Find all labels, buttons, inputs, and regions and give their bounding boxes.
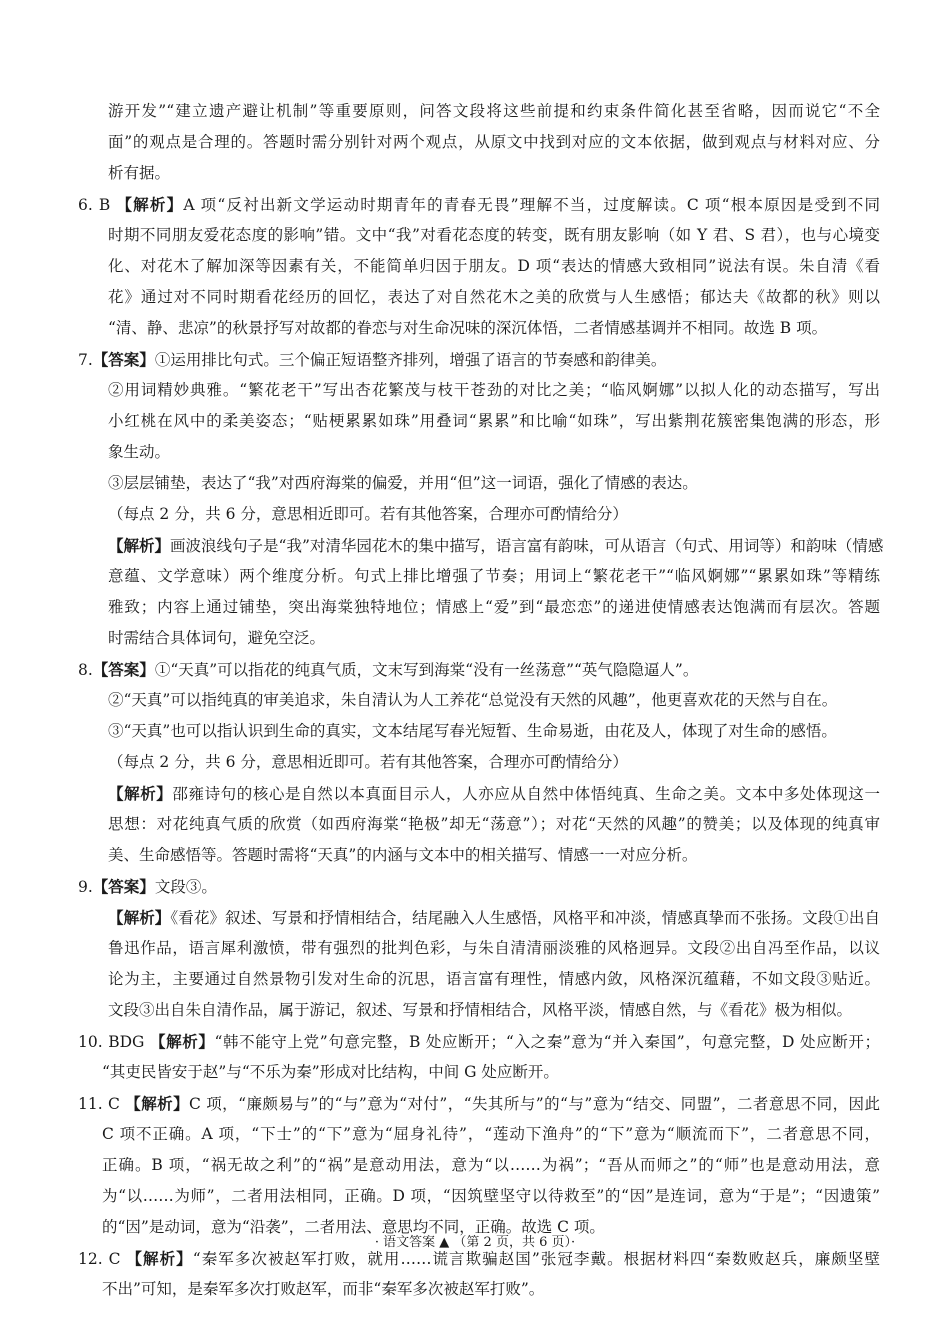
text-segment: 论为主，主要通过自然景物引发对生命的沉思，语言富有理性，情感内敛，风格深沉蕴藉，不如文段③贴近。: [108, 970, 880, 988]
text-segment: 意蕴、文学意味）两个维度分析。句式上排比增强了节奏；用词上“繁花老干”“临风婀娜”“累累如珠”等精练: [108, 567, 880, 585]
text-segment: 邵雍诗句的核心是自然以本真面目示人，人亦应从自然中体悟纯真、生命之美。文本中多处体现这一: [172, 785, 880, 803]
answer-block-q11: [78, 1088, 880, 1243]
text-segment: 6. B: [78, 196, 117, 214]
text-segment: 10. BDG: [78, 1033, 150, 1051]
section-marker: 【解析】: [108, 784, 173, 803]
text-line: [78, 437, 880, 468]
answer-block-q9: [78, 871, 880, 1026]
text-segment: C 项，“廉颇易与”的“与”意为“对付”，“失其所与”的“与”意为“结交、同盟”，二者意思不同，因此: [189, 1095, 880, 1113]
section-marker: 【解析】: [149, 1032, 215, 1051]
text-segment: 8.: [78, 661, 93, 679]
answer-content: [78, 96, 884, 1305]
text-line: [78, 933, 880, 964]
text-line: [78, 530, 884, 561]
text-line: [78, 1057, 880, 1088]
section-marker: 【解析】: [126, 1249, 193, 1268]
text-line: [78, 1119, 880, 1150]
text-segment: “秦军多次被赵军打败，就用……谎言欺骗赵国”张冠李戴。根据材料四“秦数败赵兵，廉颇坚壁: [192, 1250, 880, 1268]
text-segment: 游开发”“建立遗产避让机制”等重要原则，问答文段将这些前提和约束条件简化甚至省略，因而说它“不全: [108, 102, 880, 120]
text-segment: 12. C: [78, 1250, 127, 1268]
text-segment: 花》通过对不同时期看花经历的回忆，表达了对自然花木之美的欣赏与人生感悟；郁达夫《故都的秋》则以: [108, 288, 880, 306]
text-line: [78, 251, 880, 282]
text-line: [78, 716, 880, 747]
text-segment: 文段③。: [154, 878, 217, 896]
text-segment: 思想：对花纯真气质的欣赏（如西府海棠“艳极”却无“荡意”）；对花“天然的风趣”的赞美；以及体现的纯真审: [108, 815, 880, 833]
text-line: [78, 809, 880, 840]
text-segment: 时期不同朋友爱花态度的影响”错。文中“我”对看花态度的转变，既有朋友影响（如 Y 君、S 君），也与心境变: [108, 226, 880, 244]
text-segment: 时需结合具体词句，避免空泛。: [108, 629, 326, 647]
text-line: [78, 964, 880, 995]
answer-block-q8: [78, 654, 880, 871]
text-segment: “清、静、悲凉”的秋景抒写对故都的眷恋与对生命况味的深沉体悟，二者情感基调并不相同。故选 B 项。: [108, 319, 828, 337]
text-line: [78, 282, 880, 313]
text-segment: C 项不正确。A 项，“下士”的“下”意为“屈身礼待”，“莲动下渔舟”的“下”意为“顺流而下”，二者意思不同，: [102, 1125, 880, 1143]
text-segment: ①“天真”可以指花的纯真气质，文末写到海棠“没有一丝荡意”“英气隐隐逼人”。: [154, 661, 699, 679]
text-segment: 7.: [78, 351, 93, 369]
text-line: [78, 561, 880, 592]
text-line: [78, 592, 880, 623]
text-segment: 的“因”是动词，意为“沿袭”，二者用法、意思均不同，正确。故选 C 项。: [102, 1218, 605, 1236]
section-marker: 【解析】: [108, 908, 171, 927]
text-line: [78, 902, 880, 933]
text-line: [78, 406, 880, 437]
text-line: [78, 840, 880, 871]
text-line: [78, 96, 880, 127]
section-marker: 【答案】: [92, 350, 155, 369]
page-footer: · 语文答案 ▲ （第 2 页，共 6 页）·: [374, 1235, 576, 1250]
text-segment: 鲁迅作品，语言犀利激愤，带有强烈的批判色彩，与朱自清清丽淡雅的风格迥异。文段②出自冯至作品，以议: [108, 939, 880, 957]
text-segment: ③层层铺垫，表达了“我”对西府海棠的偏爱，并用“但”这一词语，强化了情感的表达。: [108, 474, 698, 492]
text-segment: 11. C: [78, 1095, 126, 1113]
section-marker: 【答案】: [92, 660, 155, 679]
text-segment: ②用词精妙典雅。“繁花老干”写出杏花繁茂与枝干苍劲的对比之美；“临风婀娜”以拟人化的动态描写，写出: [108, 381, 880, 399]
text-line: [78, 499, 880, 530]
text-segment: ①运用排比句式。三个偏正短语整齐排列，增强了语言的节奏感和韵律美。: [154, 351, 667, 369]
text-segment: 不出”可知，是秦军多次打败赵军，而非“秦军多次被赵军打败”。: [102, 1280, 545, 1298]
text-segment: 为“以……为师”，二者用法相同，正确。D 项，“因筑壁坚守以待救至”的“因”是连词，意为“于是”；“因遗策”: [102, 1187, 880, 1205]
text-segment: （每点 2 分，共 6 分，意思相近即可。若有其他答案，合理亦可酌情给分）: [108, 753, 628, 771]
text-line: [78, 468, 880, 499]
text-segment: “韩不能守上党”句意完整，B 处应断开；“入之秦”意为“并入秦国”，句意完整，D 处应断开；: [214, 1033, 880, 1051]
text-line: [78, 685, 880, 716]
answer-block-q6: [78, 189, 880, 344]
text-line: [78, 1088, 880, 1119]
text-segment: （每点 2 分，共 6 分，意思相近即可。若有其他答案，合理亦可酌情给分）: [108, 505, 628, 523]
text-line: [78, 189, 880, 220]
text-segment: 面”的观点是合理的。答题时需分别针对两个观点，从原文中找到对应的文本依据，做到观点与材料对应、分: [108, 133, 880, 151]
text-segment: 析有据。: [108, 164, 171, 182]
text-segment: A 项“反衬出新文学运动时期青年的青春无畏”理解不当，过度解读。C 项“根本原因是受到不同: [183, 196, 880, 214]
text-segment: ③“天真”也可以指认识到生命的真实，文本结尾写春光短暂、生命易逝，由花及人，体现了对生命的感悟。: [108, 722, 837, 740]
text-segment: 《看花》叙述、写景和抒情相结合，结尾融入人生感悟，风格平和冲淡，情感真挚而不张扬。文段①出自: [170, 909, 880, 927]
text-segment: 画波浪线句子是“我”对清华园花木的集中描写，语言富有韵味，可从语言（句式、用词等）和韵味（情感: [170, 537, 884, 555]
text-segment: 正确。B 项，“祸无故之利”的“祸”是意动用法，意为“以……为祸”；“吾从而师之”的“师”也是意动用法，意: [102, 1156, 880, 1174]
text-line: [78, 623, 880, 654]
section-marker: 【解析】: [108, 536, 171, 555]
answer-block-q7: [78, 344, 884, 654]
text-segment: “其吏民皆安于赵”与“不乐为秦”形成对比结构，中间 G 处应断开。: [102, 1063, 559, 1081]
text-line: [78, 778, 880, 809]
text-line: [78, 871, 880, 902]
section-marker: 【解析】: [125, 1094, 190, 1113]
text-line: [78, 1026, 880, 1057]
text-line: [78, 158, 880, 189]
text-segment: 9.: [78, 878, 93, 896]
section-marker: 【答案】: [92, 877, 155, 896]
text-segment: ②“天真”可以指纯真的审美追求，朱自清认为人工养花“总觉没有天然的风趣”，他更喜欢花的天然与自在。: [108, 691, 838, 709]
text-line: [78, 127, 880, 158]
section-marker: 【解析】: [116, 195, 184, 214]
text-line: [78, 654, 880, 685]
text-line: [78, 995, 880, 1026]
text-line: [78, 1181, 880, 1212]
text-line: [78, 1274, 880, 1305]
answer-block-q5-cont: [78, 96, 880, 189]
text-line: [78, 747, 880, 778]
text-segment: 文段③出自朱自清作品，属于游记，叙述、写景和抒情相结合，风格平淡，情感自然，与《看花》极为相似。: [108, 1001, 853, 1019]
text-line: [78, 375, 880, 406]
answer-block-q10: [78, 1026, 880, 1088]
text-line: [78, 344, 880, 375]
text-segment: 雅致；内容上通过铺垫，突出海棠独特地位；情感上“爱”到“最恋恋”的递进使情感表达饱满而有层次。答题: [108, 598, 880, 616]
text-segment: 小红桃在风中的柔美姿态；“贴梗累累如珠”用叠词“累累”和比喻“如珠”，写出紫荆花簇密集饱满的形态，形: [108, 412, 880, 430]
text-segment: 美、生命感悟等。答题时需将“天真”的内涵与文本中的相关描写、情感一一对应分析。: [108, 846, 698, 864]
text-line: [78, 313, 880, 344]
text-segment: 象生动。: [108, 443, 171, 461]
text-segment: 化、对花木了解加深等因素有关，不能简单归因于朋友。D 项“表达的情感大致相同”说法有误。朱自清《看: [108, 257, 880, 275]
text-line: [78, 1150, 880, 1181]
text-line: [78, 220, 880, 251]
